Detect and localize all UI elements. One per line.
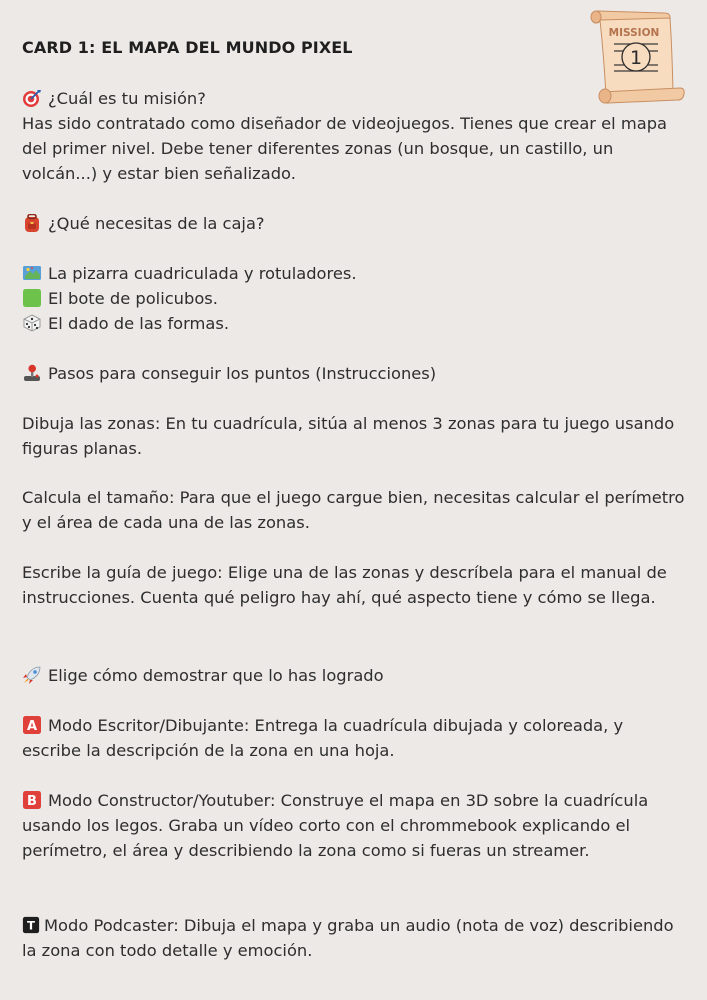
backpack-icon	[22, 214, 42, 232]
box-heading-text: ¿Qué necesitas de la caja?	[48, 214, 265, 233]
box-item-text: El dado de las formas.	[48, 314, 230, 333]
step-item: Calcula el tamaño: Para que el juego cargue bien, necesitas calcular el perímetro y el área de cada una de las zonas.	[22, 488, 685, 532]
mission-scroll-icon	[588, 8, 688, 106]
svg-text:T: T	[27, 918, 35, 933]
mode-item	[22, 713, 687, 763]
box-item	[22, 286, 218, 311]
box-item-text: El bote de policubos.	[48, 289, 218, 308]
map-icon	[22, 264, 42, 282]
box-item	[22, 261, 357, 286]
card-title: CARD 1: EL MAPA DEL MUNDO PIXEL	[22, 38, 353, 57]
step-item: Escribe la guía de juego: Elige una de las zonas y descríbela para el manual de instrucciones. Cuenta qué peligro hay ahí, qué aspecto tiene y cómo se llega.	[22, 563, 667, 607]
mode-item	[22, 913, 687, 963]
demo-heading	[22, 663, 384, 688]
letter-b-icon	[22, 791, 42, 809]
mode-text: Modo Constructor/Youtuber: Construye el mapa en 3D sobre la cuadrícula usando los legos. Graba un vídeo corto con el chrommebook explicando el perímetro, el área y describiendo la zona como si fueras un streamer.	[22, 791, 649, 860]
svg-text:A: A	[26, 719, 38, 734]
box-item	[22, 311, 229, 336]
steps-heading-text: Pasos para conseguir los puntos (Instrucciones)	[48, 364, 437, 383]
letter-t-icon	[22, 916, 40, 934]
svg-text:B: B	[27, 794, 37, 809]
joystick-icon	[22, 364, 42, 382]
green-square-icon	[22, 289, 42, 307]
mode-text: Modo Escritor/Dibujante: Entrega la cuadrícula dibujada y coloreada, y escribe la descripción de la zona en una hoja.	[22, 716, 624, 760]
step-item: Dibuja las zonas: En tu cuadrícula, sitúa al menos 3 zonas para tu juego usando figuras planas.	[22, 414, 675, 458]
mission-heading-text: ¿Cuál es tu misión?	[48, 89, 206, 108]
dice-icon	[22, 314, 42, 332]
mission-text: Has sido contratado como diseñador de videojuegos. Tienes que crear el mapa del primer nivel. Debe tener diferentes zonas (un bosque, un castillo, un volcán...) y estar bien señalizado.	[22, 114, 668, 183]
letter-a-icon	[22, 716, 42, 734]
box-heading	[22, 211, 265, 236]
mode-item	[22, 788, 687, 863]
mission-badge-text: MISSION	[608, 27, 660, 39]
rocket-icon	[22, 666, 42, 684]
demo-heading-text: Elige cómo demostrar que lo has logrado	[48, 666, 384, 685]
steps-heading	[22, 361, 436, 386]
target-icon	[22, 89, 42, 107]
box-item-text: La pizarra cuadriculada y rotuladores.	[48, 264, 357, 283]
mode-text: Modo Podcaster: Dibuja el mapa y graba un audio (nota de voz) describiendo la zona con todo detalle y emoción.	[22, 916, 674, 960]
mission-badge-number: 1	[629, 47, 643, 69]
mission-heading	[22, 86, 206, 111]
